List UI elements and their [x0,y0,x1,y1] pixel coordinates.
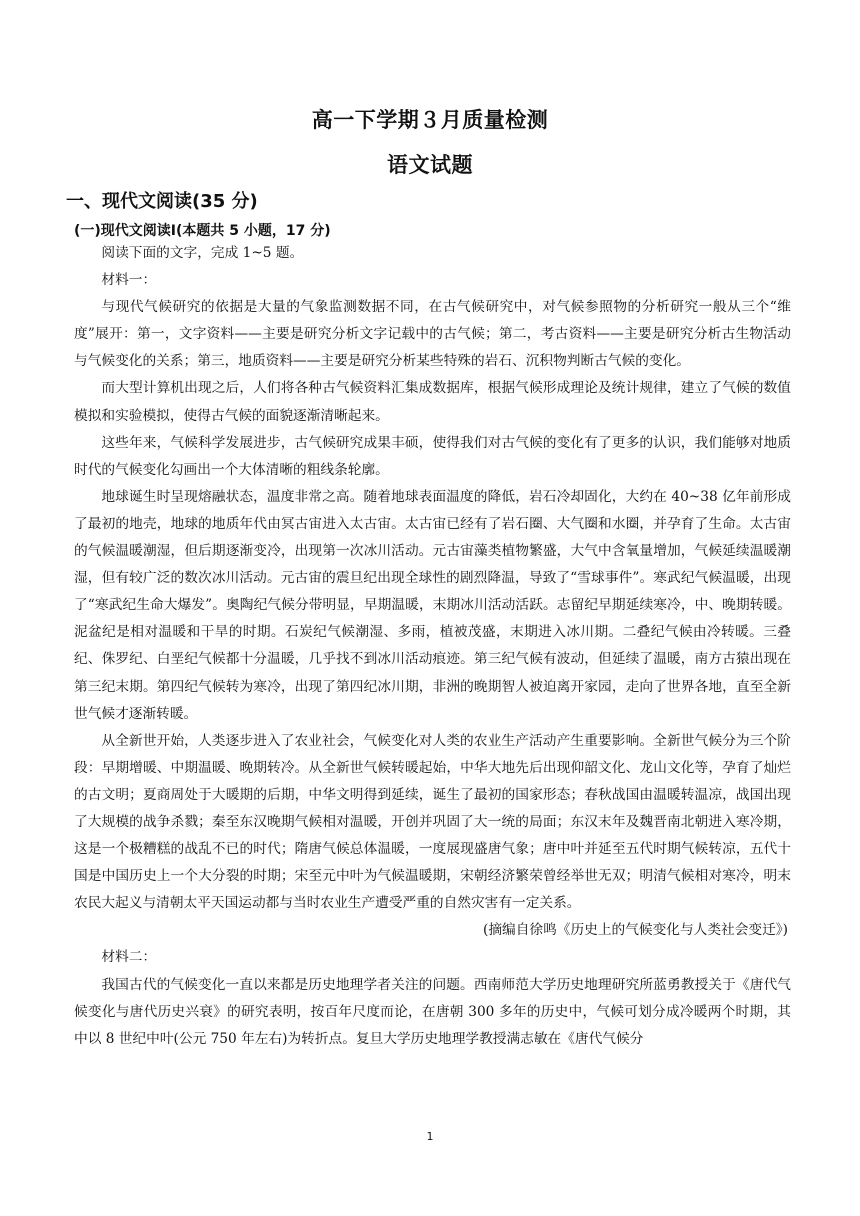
material-one-source: (摘编自徐鸣《历史上的气候变化与人类社会变迁》) [483,922,788,939]
material-one-paragraph: 与现代气候研究的依据是大量的气象监测数据不同，在古气候研究中，对气候参照物的分析研究一般从三个“维度”展开：第一，文字资料——主要是研究分析文字记载中的古气候；第二，考古资料——主要是研究分析古生物活动与气候变化的关系；第三，地质资料——主要是研究分析某些特殊的岩石、沉积物判断古气候的变化。 [74,299,791,370]
material-two-label: 材料二： [101,949,157,966]
instruction-text: 阅读下面的文字，完成 1~5 题。 [101,245,304,261]
material-two-paragraph: 我国古代的气候变化一直以来都是历史地理学者关注的问题。西南师范大学历史地理研究所蓝勇教授关于《唐代气候变化与唐代历史兴衰》的研究表明，按百年尺度而论，在唐朝 300 多年的历史中，气候可划分成冷暖两个时期，其中以 8 世纪中叶(公元 750 年左右)为转折点。复旦大学历史地理学教授满志敏在《唐代气候分 [74,976,791,1047]
material-one-label: 材料一： [101,272,157,289]
material-one-paragraph: 从全新世开始，人类逐步进入了农业社会，气候变化对人类的农业生产活动产生重要影响。全新世气候分为三个阶段：早期增暖、中期温暖、晚期转冷。从全新世气候转暖起始，中华大地先后出现仰韶文化、龙山文化等，孕育了灿烂的古文明；夏商周处于大暖期的后期，中华文明得到延续，诞生了最初的国家形态；春秋战国由温暖转温凉，战国出现了大规模的战争杀戮；秦至东汉晚期气候相对温暖，开创并巩固了大一统的局面；东汉末年及魏晋南北朝进入寒冷期，这是一个极糟糕的战乱不已的时代；隋唐气候总体温暖，一度展现盛唐气象；唐中叶并延至五代时期气候转凉，五代十国是中国历史上一个大分裂的时期；宋至元中叶为气候温暖期，宋朝经济繁荣曾经举世无双；明清气候相对寒冷，明末农民大起义与清朝太平天国运动都与当时农业生产遭受严重的自然灾害有一定关系。 [74,732,791,912]
material-one-paragraph: 地球诞生时呈现熔融状态，温度非常之高。随着地球表面温度的降低，岩石冷却固化，大约在 40~38 亿年前形成了最初的地壳，地球的地质年代由冥古宙进入太古宙。太古宙已经有了岩石圈、大气圈和水圈，并孕育了生命。太古宙的气候温暖潮湿，但后期逐渐变冷，出现第一次冰川活动。元古宙藻类植物繁盛，大气中含氧量增加，气候延续温暖潮湿，但有较广泛的数次冰川活动。元古宙的震旦纪出现全球性的剧烈降温，导致了“雪球事件”。寒武纪气候温暖，出现了“寒武纪生命大爆发”。奥陶纪气候分带明显，早期温暖，末期冰川活动活跃。志留纪早期延续寒冷，中、晚期转暖。泥盆纪是相对温暖和干旱的时期。石炭纪气候潮湿、多雨，植被茂盛，末期进入冰川期。二叠纪气候由冷转暖。三叠纪、侏罗纪、白垩纪气候都十分温暖，几乎找不到冰川活动痕迹。第三纪气候有波动，但延续了温暖，南方古猿出现在第三纪末期。第四纪气候转为寒冷，出现了第四纪冰川期，非洲的晚期智人被迫离开家园，走向了世界各地，直至全新世气候才逐渐转暖。 [74,488,791,722]
material-one-paragraph: 这些年来，气候科学发展进步，古气候研究成果丰硕，使得我们对古气候的变化有了更多的认识，我们能够对地质时代的气候变化勾画出一个大体清晰的粗线条轮廓。 [74,434,791,478]
section-heading: 一、现代文阅读(35 分) [66,191,258,212]
exam-subject: 语文试题 [387,153,473,177]
reading-passage [74,240,791,1053]
exam-title: 高一下学期３月质量检测 [311,108,549,132]
subsection-heading: (一)现代文阅读Ⅰ(本题共 5 小题，17 分) [74,223,331,239]
material-one-paragraph: 而大型计算机出现之后，人们将各种古气候资料汇集成数据库，根据气候形成理论及统计规律，建立了气候的数值模拟和实验模拟，使得古气候的面貌逐渐清晰起来。 [74,380,791,424]
page-number: 1 [426,1130,434,1143]
